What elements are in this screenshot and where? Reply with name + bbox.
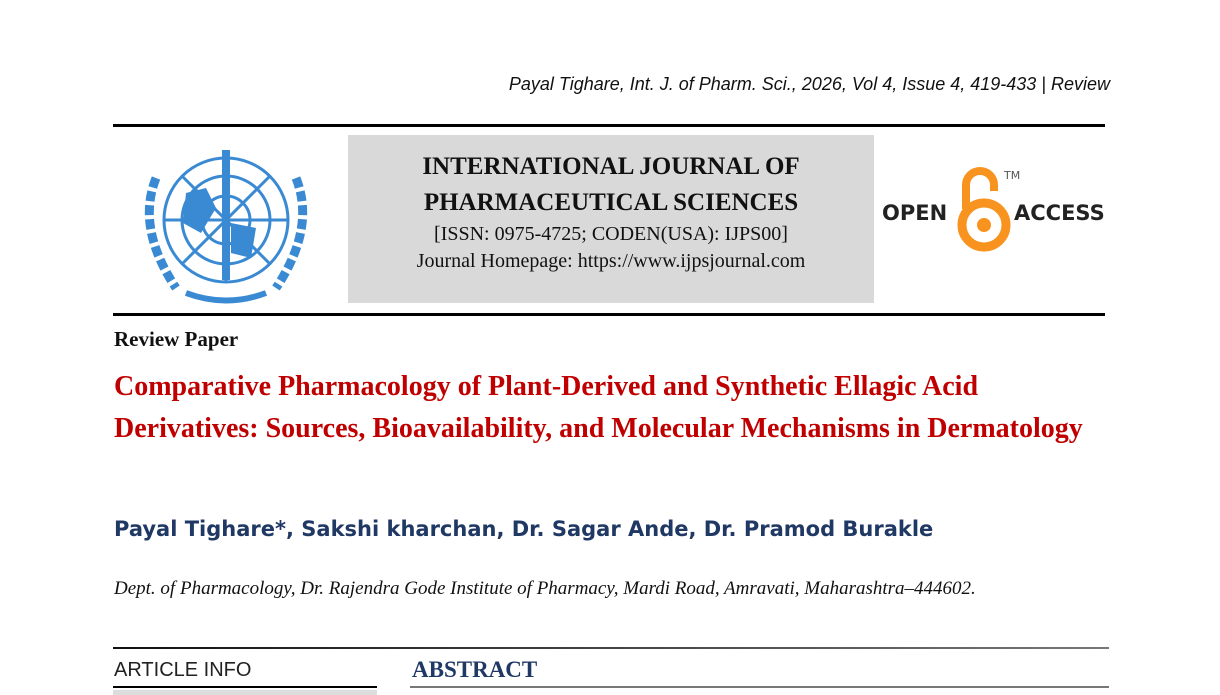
journal-emblem-logo bbox=[126, 138, 326, 308]
article-info-rule bbox=[113, 686, 377, 688]
article-info-box bbox=[113, 690, 377, 695]
journal-homepage[interactable]: Journal Homepage: https://www.ijpsjournal.com bbox=[416, 250, 806, 272]
section-divider bbox=[113, 647, 1109, 649]
citation-header: Payal Tighare, Int. J. of Pharm. Sci., 2026, Vol 4, Issue 4, 419-433 | Review bbox=[508, 74, 1110, 94]
article-affiliation: Dept. of Pharmacology, Dr. Rajendra Gode Institute of Pharmacy, Mardi Road, Amravati, Maharashtra–444602. bbox=[114, 578, 976, 599]
top-rule bbox=[113, 124, 1105, 127]
banner-bottom-rule bbox=[113, 313, 1105, 316]
journal-issn: [ISSN: 0975-4725; CODEN(USA): IJPS00] bbox=[434, 223, 788, 245]
article-authors: Payal Tighare*, Sakshi kharchan, Dr. Sagar Ande, Dr. Pramod Burakle bbox=[114, 517, 934, 541]
article-info-heading: ARTICLE INFO bbox=[114, 659, 252, 681]
abstract-heading: ABSTRACT bbox=[412, 657, 538, 682]
open-label: OPEN bbox=[882, 201, 948, 225]
trademark: TM bbox=[1004, 169, 1021, 182]
open-access-logo bbox=[880, 165, 1110, 255]
access-label: ACCESS bbox=[1014, 201, 1105, 225]
journal-title-line1: INTERNATIONAL JOURNAL OF bbox=[422, 153, 800, 180]
journal-title-line2: PHARMACEUTICAL SCIENCES bbox=[423, 189, 799, 216]
article-type: Review Paper bbox=[114, 327, 239, 351]
journal-banner bbox=[348, 135, 874, 303]
abstract-rule bbox=[410, 686, 1109, 688]
article-title: Comparative Pharmacology of Plant-Derived and Synthetic Ellagic Acid Derivatives: Sources, Bioavailability, and Molecular Mechanisms in Dermatology bbox=[114, 371, 1083, 444]
